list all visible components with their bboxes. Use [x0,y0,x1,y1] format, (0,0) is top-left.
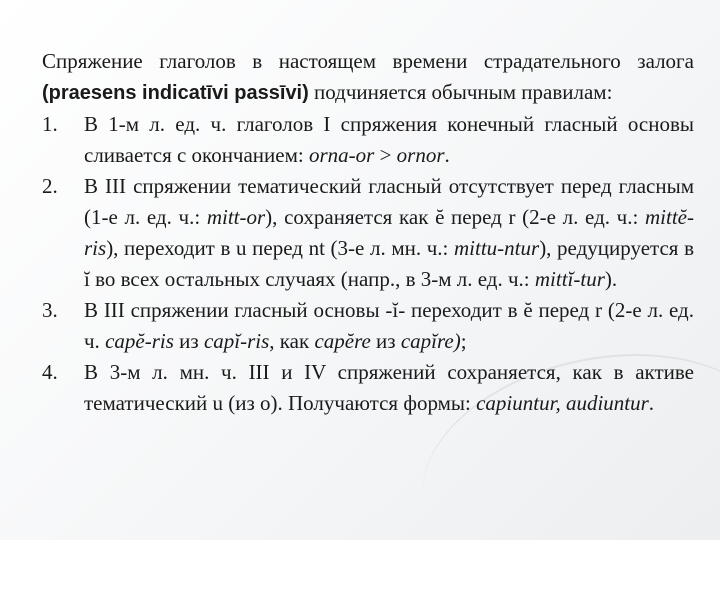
rule-text: , как [269,329,315,353]
rule-text: ). [604,267,618,291]
rule-text: В 1-м л. ед. ч. глаголов I спряжения конечный гласный основы сливается с окончанием: [84,112,694,167]
intro-text-start: Спряжение глаголов в настоящем времени страдательного залога [42,49,694,73]
latin-form: capiuntur, audiuntur [476,391,649,415]
latin-term: (praesens indicatīvi passīvi) [42,82,309,104]
rule-item-3 [42,295,694,357]
rule-text: . [444,143,450,167]
rule-text: ; [460,329,467,353]
latin-form: capĭ-ris [203,329,270,353]
latin-form: capĕre [314,329,371,353]
rule-number: 3. [42,298,58,322]
rule-number: 1. [42,112,58,136]
latin-form: mitt-or [206,205,266,229]
rule-text: В III спряжении гласный основы -ĭ- переходит в ĕ перед r (2-е л. ед. ч. [84,298,694,353]
rule-text: из [370,329,401,353]
rule-number: 2. [42,174,58,198]
latin-form: ornor [396,143,445,167]
rule-text: . [648,391,655,415]
rule-text: В III спряжении тематический гласный отсутствует перед гласным (1-е л. ед. ч.: [84,174,694,229]
latin-form: mittu-ntur [454,236,540,260]
rule-item-1 [42,109,694,171]
rule-item-4 [42,357,694,419]
intro-paragraph [42,46,694,109]
latin-form: mittĭ-tur [534,267,605,291]
rule-text: ), редуцируется в ĭ во всех остальных случаях (напр., в 3-м л. ед. ч.: [84,236,694,291]
rule-number: 4. [42,360,58,384]
rule-text: > [374,143,397,167]
latin-form: capĭre) [400,329,461,353]
rule-text: В 3-м л. мн. ч. III и IV спряжений сохраняется, как в активе тематический u (из o). Получаются формы: [84,360,694,415]
slide-body [42,46,694,419]
latin-form: mittĕ-ris [84,205,694,260]
latin-form: orna-or [308,143,375,167]
intro-text-end: подчиняется обычным правилам: [308,80,613,104]
latin-form: capĕ-ris [105,329,174,353]
rule-item-2 [42,171,694,295]
rule-text: из [173,329,204,353]
rule-text: ), переходит в u перед nt (3-е л. мн. ч.: [106,236,455,260]
rules-list [42,109,694,419]
rule-text: ), сохраняется как ĕ перед r (2-е л. ед. ч.: [265,205,645,229]
